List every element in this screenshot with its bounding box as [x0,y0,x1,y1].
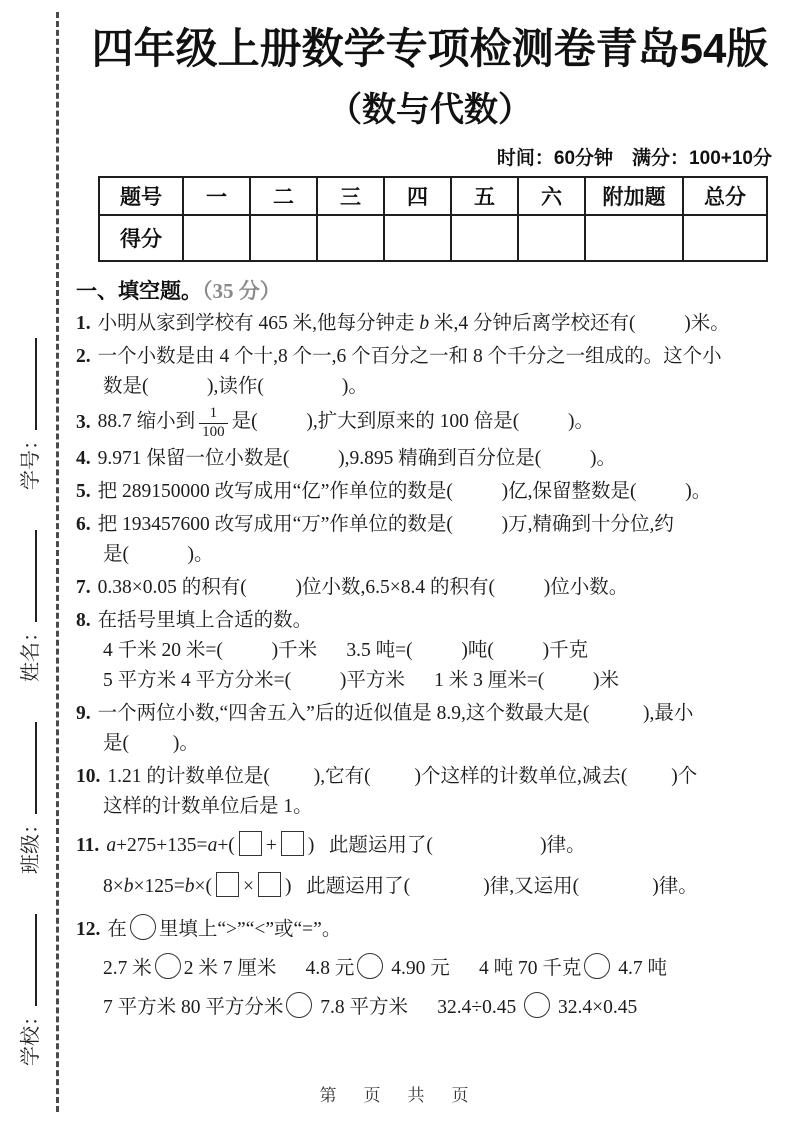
question-line: 9. 一个两位小数,“四舍五入”后的近似值是 8.9,这个数最大是( ),最小 [76,702,694,724]
name-field [14,530,43,682]
question-line: 5. 把 289150000 改写成用“亿”作单位的数是( )亿,保留整数是( )。 [76,480,712,502]
score-col-5: 五 [451,177,518,215]
question-line: 12. 在 里填上“>”“<”或“=”。 [76,910,784,949]
question-3 [76,405,784,441]
score-table-corner: 题号 [99,177,183,215]
score-cell-6 [518,215,585,261]
question-1 [76,309,784,339]
compare-circle [286,992,312,1018]
question-8 [76,606,784,696]
student-id-blank-line [15,338,37,430]
margin-fill-in-strip [14,56,50,1066]
question-line: 3. 88.7 缩小到 $\frac{1}{100}$ 是( ),扩大到原来的 100 倍是( )。 [76,405,594,440]
score-col-3: 三 [317,177,384,215]
section-heading [76,275,784,305]
question-line: 7 平方米 80 平方分米 7.8 平方米 32.4÷0.45 32.4×0.45 [103,988,784,1027]
question-line: 8×b×125=b×( × ) 此题运用了( )律,又运用( )律。 [103,866,784,907]
question-line: 7. 0.38×0.05 的积有( )位小数,6.5×8.4 的积有( )位小数。 [76,576,629,598]
question-number: 6. [76,513,91,535]
score-table [98,176,768,262]
fraction-numerator: 1 [199,405,228,423]
math-variable: b [419,313,430,335]
question-2 [76,342,784,402]
question-number: 10. [76,765,101,787]
page-subtitle: （数与代数） [328,91,532,130]
question-number: 3. [76,411,91,433]
score-col-1: 一 [183,177,250,215]
question-number: 12. [76,918,101,940]
score-col-6: 六 [518,177,585,215]
compare-circle [357,953,383,979]
compare-circle [584,953,610,979]
question-line: 11. a+275+135=a+( + ) 此题运用了( )律。 [76,825,784,866]
section-points: （35 分） [202,279,281,304]
answer-box [258,872,281,897]
compare-circle [524,992,550,1018]
question-number: 2. [76,346,91,368]
binding-dashed-line [56,12,59,1112]
question-line: 2.7 米 2 米 7 厘米 4.8 元 4.90 元 4 吨 70 千克 4.7 吨 [103,949,784,988]
question-10 [76,762,784,822]
question-line: 这样的计数单位后是 1。 [103,795,313,817]
question-number: 4. [76,447,91,469]
score-cell-2 [250,215,317,261]
question-line: 6. 把 193457600 改写成用“万”作单位的数是( )万,精确到十分位,约 [76,513,674,535]
score-cell-bonus [585,215,683,261]
question-line: 数是( ),读作( )。 [103,376,368,398]
math-variable: a [207,834,218,856]
question-number: 1. [76,313,91,335]
exam-meta: 时间：60分钟 满分：100+10分 [496,148,772,170]
compare-circle [155,953,181,979]
question-number: 9. [76,702,91,724]
class-blank-line [15,722,37,814]
score-col-4: 四 [384,177,451,215]
score-col-2: 二 [250,177,317,215]
question-4 [76,444,784,474]
section-title: 一、填空题。 [76,279,202,304]
exam-page-content [76,0,784,1030]
school-blank-line [15,914,37,1006]
questions-list [76,309,784,1027]
footer-page-number: 第 页 共 页 [319,1086,474,1105]
question-number: 8. [76,609,91,631]
compare-circle [130,914,156,940]
student-id-field [14,338,43,490]
question-number: 7. [76,576,91,598]
question-line: 4. 9.971 保留一位小数是( ),9.895 精确到百分位是( )。 [76,447,616,469]
student-id-label: 学号： [20,430,42,490]
page-title: 四年级上册数学专项检测卷青岛54版 [91,25,769,72]
answer-box [216,872,239,897]
class-field [14,722,43,874]
score-col-bonus: 附加题 [585,177,683,215]
question-11 [76,825,784,907]
question-9 [76,699,784,759]
school-field [14,914,43,1066]
math-variable: b [184,875,195,897]
score-cell-1 [183,215,250,261]
score-row-label: 得分 [99,215,183,261]
class-label: 班级： [20,814,42,874]
answer-box [239,831,262,856]
name-blank-line [15,530,37,622]
question-line: 是( )。 [103,543,214,565]
score-cell-5 [451,215,518,261]
math-variable: a [106,834,117,856]
fraction [199,405,228,441]
score-cell-3 [317,215,384,261]
score-col-total: 总分 [683,177,767,215]
math-variable: b [123,875,134,897]
score-cell-total [683,215,767,261]
question-line: 8. 在括号里填上合适的数。 [76,609,313,631]
question-line: 4 千米 20 米=( )千米 3.5 吨=( )吨( )千克 [103,639,589,661]
question-line: 1. 小明从家到学校有 465 米,他每分钟走 b 米,4 分钟后离学校还有( )米。 [76,313,730,335]
question-5 [76,477,784,507]
score-cell-4 [384,215,451,261]
fraction-denominator: 100 [202,423,225,440]
question-number: 5. [76,480,91,502]
question-7 [76,573,784,603]
question-line: 10. 1.21 的计数单位是( ),它有( )个这样的计数单位,减去( )个 [76,765,698,787]
name-label: 姓名： [20,622,42,682]
answer-box [281,831,304,856]
school-label: 学校： [20,1006,42,1066]
question-line: 2. 一个小数是由 4 个十,8 个一,6 个百分之一和 8 个千分之一组成的。这个小 [76,346,722,368]
question-12 [76,910,784,1027]
question-number: 11. [76,834,100,856]
question-6 [76,510,784,570]
question-line: 5 平方米 4 平方分米=( )平方米 1 米 3 厘米=( )米 [103,669,619,691]
question-line: 是( )。 [103,732,199,754]
